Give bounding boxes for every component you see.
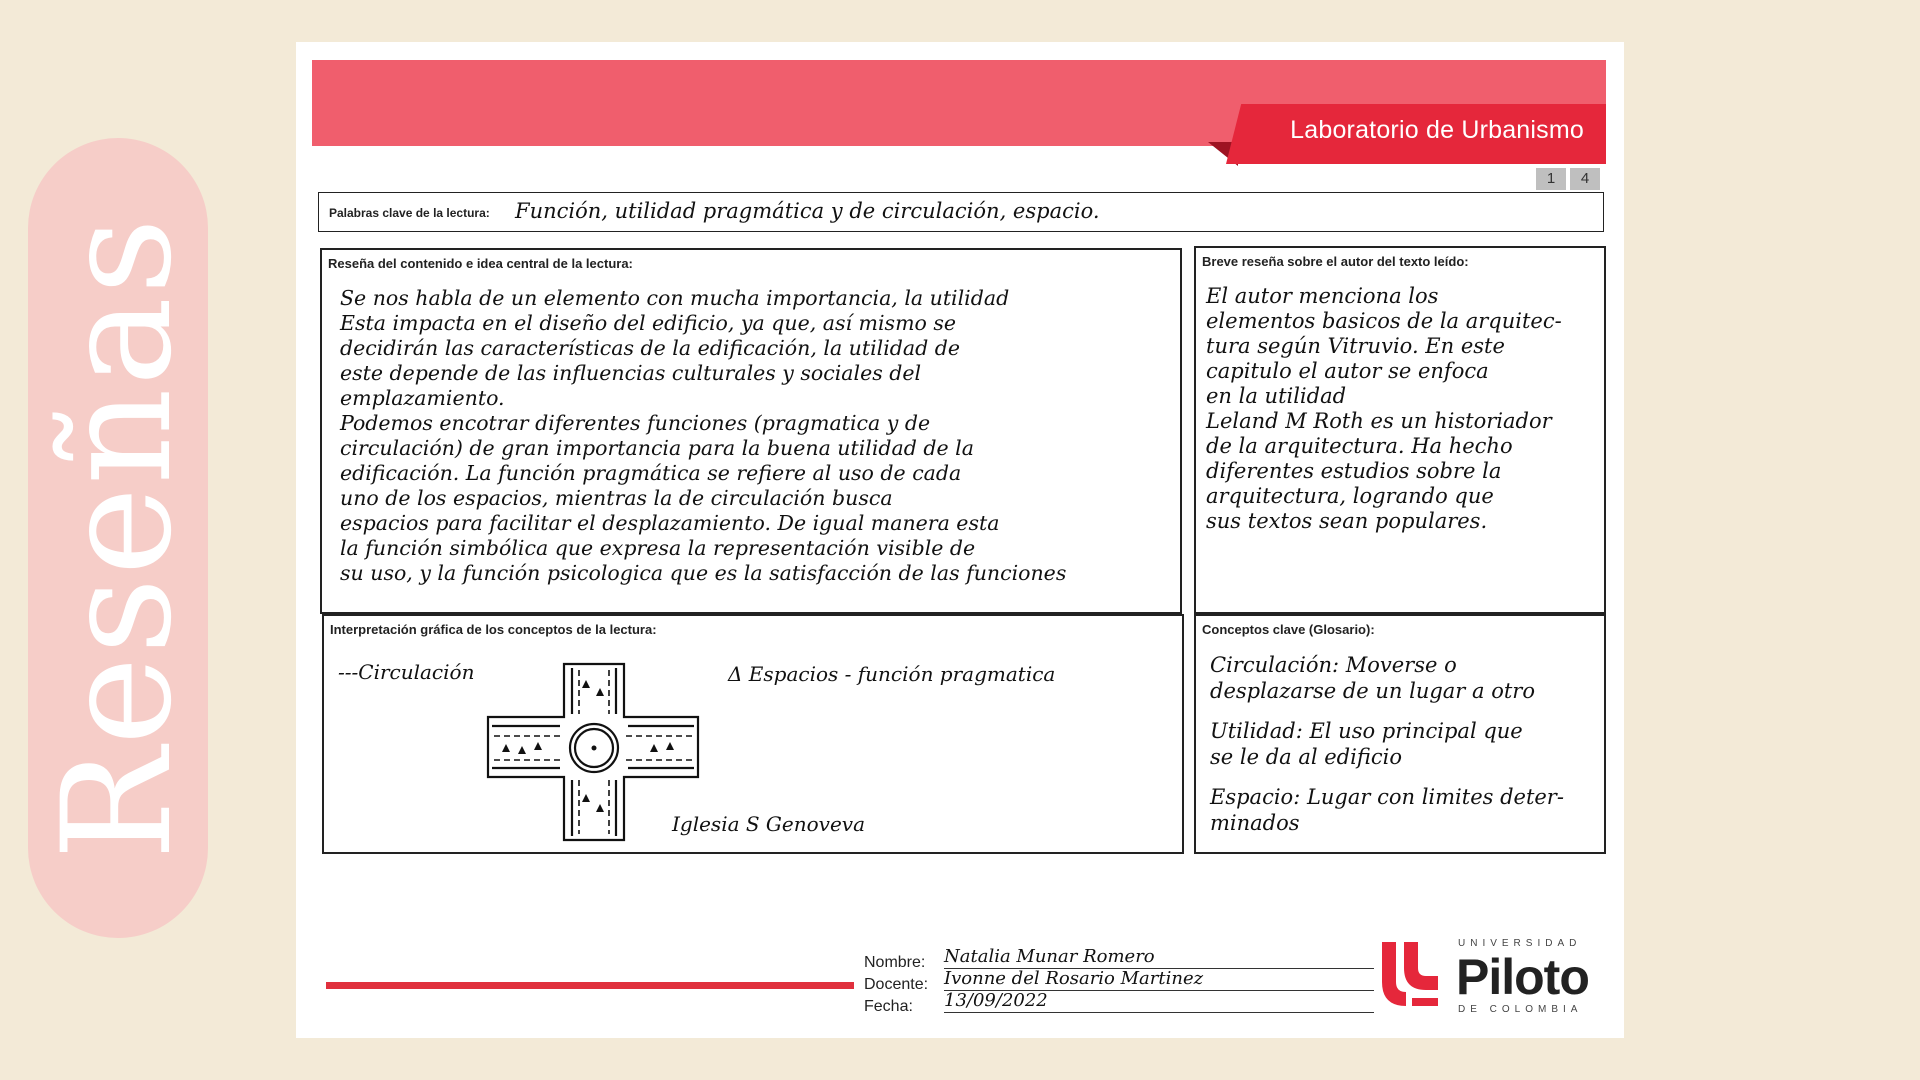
glossary-item-space: Espacio: Lugar con limites deter- minados (1210, 785, 1564, 835)
date-label: Fecha: (864, 998, 913, 1015)
review-sheet (296, 42, 1624, 1038)
author-text: El autor menciona los elementos basicos de la arquitec- tura según Vitruvio. En este capitulo el autor se enfoca en la utilidad Leland M Roth es un historiador de la arquitectura. Ha hecho diferentes estudios sobre la arquitectura, logrando que sus textos sean populares. (1206, 284, 1562, 533)
diagram-box (322, 614, 1184, 854)
logo-main-text: Piloto (1456, 949, 1589, 1005)
church-plan-diagram (484, 662, 714, 842)
name-value: Natalia Munar Romero (944, 946, 1374, 969)
glossary-item-utility: Utilidad: El uso principal que se le da al edificio (1210, 719, 1523, 769)
glossary-list (1210, 652, 1598, 850)
keywords-row (318, 192, 1604, 232)
author-label: Breve reseña sobre el autor del texto leído: (1202, 254, 1469, 269)
legend-circulation: ---Circulación (338, 660, 475, 684)
page-current: 1 (1536, 168, 1566, 190)
page-total: 4 (1570, 168, 1600, 190)
summary-text: Se nos habla de un elemento con mucha importancia, la utilidad Esta impacta en el diseño del edificio, ya que, así mismo se decidirán las características de la edificación, la utilidad de este depende de las influencias culturales y sociales del emplazamiento. Podemos encotrar diferentes funciones (pragmatica y de circulación) de gran importancia para la buena utilidad de la edificación. La función pragmática se refiere al uso de cada uno de los espacios, mientras la de circulación busca espacios para facilitar el desplazamiento. De igual manera esta la función simbólica que expresa la representación visible de su uso, y la función psicologica que es la satisfacción de las funciones (340, 286, 1067, 585)
summary-box (320, 248, 1182, 614)
legend-spaces: Δ Espacios - función pragmatica (728, 662, 1056, 686)
signature-accent-line (326, 982, 854, 989)
name-label: Nombre: (864, 954, 926, 971)
logo-bottom-text: DE COLOMBIA (1458, 1004, 1583, 1015)
glossary-item-circulation: Circulación: Moverse o desplazarse de un lugar a otro (1210, 653, 1535, 703)
teacher-label: Docente: (864, 976, 929, 993)
keywords-value: Función, utilidad pragmática y de circulación, espacio. (515, 199, 1100, 223)
summary-label: Reseña del contenido e idea central de la lectura: (328, 256, 633, 271)
date-value: 13/09/2022 (944, 990, 1374, 1013)
university-logo-icon (1378, 938, 1442, 1010)
logo-top-text: UNIVERSIDAD (1458, 938, 1582, 949)
teacher-value: Ivonne del Rosario Martinez (944, 968, 1374, 991)
lab-label: Laboratorio de Urbanismo (1290, 116, 1584, 144)
keywords-label: Palabras clave de la lectura: (329, 206, 490, 220)
glossary-box (1194, 614, 1606, 854)
side-title: Reseñas (31, 215, 205, 861)
author-box (1194, 246, 1606, 614)
diagram-caption: Iglesia S Genoveva (672, 812, 866, 836)
glossary-label: Conceptos clave (Glosario): (1202, 622, 1375, 637)
diagram-label: Interpretación gráfica de los conceptos de la lectura: (330, 622, 657, 637)
